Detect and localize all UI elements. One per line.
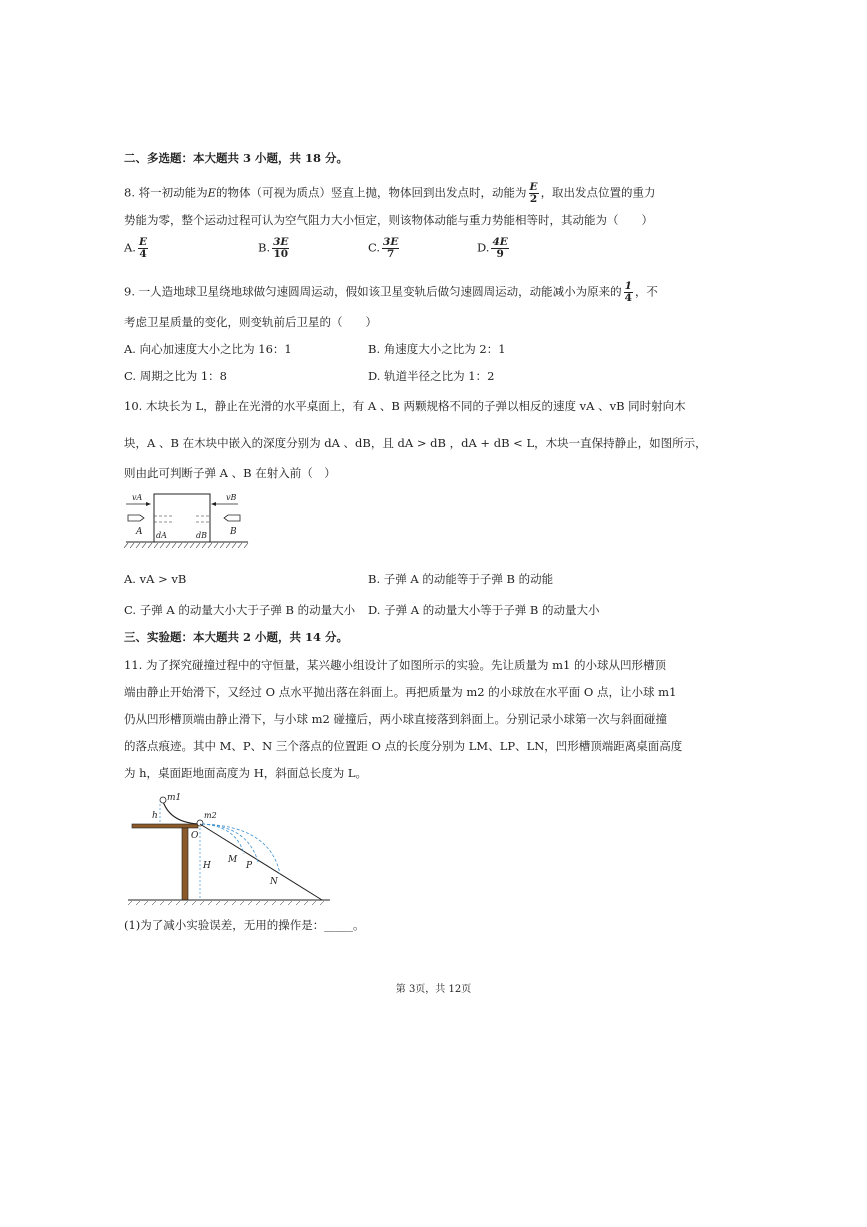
q9-fraction: $\frac{1}{4}$: [624, 280, 632, 304]
q10-option-b: B. 子弹 A 的动能等于子弹 B 的动能: [368, 572, 554, 586]
q9-option-c: C. 周期之比为 1：8: [124, 369, 227, 383]
label-va: vA: [132, 493, 143, 502]
q9-option-d: D. 轨道半径之比为 1：2: [368, 369, 495, 383]
q8-text-c: ，取出发点位置的重力: [540, 185, 656, 200]
ball-m1: [160, 797, 166, 803]
q10-figure: [124, 490, 264, 552]
q11-line2: 端由静止开始滑下，又经过 O 点水平抛出落在斜面上。再把质量为 m2 的小球放在水平面 O 点，让小球 m1: [124, 685, 677, 699]
q10-line2: 块，A 、B 在木块中嵌入的深度分别为 dA 、dB，且 dA > dB ，dA + dB < L，木块一直保持静止，如图所示，: [124, 436, 707, 450]
label-N: N: [270, 877, 278, 887]
q8-var-e: E: [207, 185, 217, 200]
q11-line3: 仍从凹形槽顶端由静止滑下，与小球 m2 碰撞后，两小球直接落到斜面上。分别记录小球第一次与斜面碰撞: [124, 712, 668, 726]
label-b: B: [230, 527, 237, 537]
q11-line4: 的落点痕迹。其中 M、P、N 三个落点的位置距 O 点的长度分别为 LM、LP、LN，凹形槽顶端距离桌面高度: [124, 739, 683, 753]
ground-hatch: [124, 543, 248, 548]
section-heading-multi-choice: 二、多选题：本大题共 3 小题，共 18 分。: [124, 151, 349, 165]
arrowhead-vb: [211, 502, 216, 506]
q11-subquestion-1: (1)为了减小实验误差，无用的操作是：_____。: [124, 918, 365, 932]
q10-option-d: D. 子弹 A 的动量大小等于子弹 B 的动量大小: [368, 603, 600, 617]
q8-option-d: D. $\frac{4E}{9}$: [477, 236, 508, 260]
q8-option-c: C. $\frac{3E}{7}$: [368, 236, 399, 260]
bullet-a: [128, 515, 144, 521]
label-a: A: [136, 527, 143, 537]
arrowhead-va: [146, 502, 151, 506]
page-footer: 第 3页，共 12页: [395, 984, 472, 995]
q8-option-b: B. $\frac{3E}{10}$: [258, 236, 289, 260]
q8-fraction: $\frac{E}{2}$: [529, 181, 538, 205]
q11-line5: 为 h，桌面距地面高度为 H，斜面总长度为 L。: [124, 766, 368, 780]
q8-text-b: 的物体（可视为质点）竖直上抛，物体回到出发点时，动能为: [216, 185, 527, 200]
section-heading-experiment: 三、实验题：本大题共 2 小题，共 14 分。: [124, 630, 349, 644]
q10-line1: 10. 木块长为 L，静止在光滑的水平桌面上，有 A 、B 两颗规格不同的子弹以相反的速度 vA 、vB 同时射向木: [124, 399, 686, 413]
q8-option-a: A. $\frac{E}{4}$: [124, 236, 147, 260]
bullet-b: [224, 515, 240, 521]
q9-line1: 9. 一人造地球卫星绕地球做匀速圆周运动，假如该卫星变轨后做匀速圆周运动，动能减小为原来的 $\frac{1}{4}$ ，不: [124, 280, 658, 304]
q10-option-a: A. vA > vB: [124, 572, 187, 586]
label-da: dA: [156, 531, 167, 540]
q11-figure: [124, 790, 334, 905]
label-M: M: [228, 855, 238, 865]
label-P: P: [246, 861, 253, 871]
label-m2: m2: [204, 811, 217, 820]
trajectory-m: [202, 824, 244, 854]
incline: [200, 824, 322, 900]
q8-line1: [124, 182, 656, 205]
q9-option-b: B. 角速度大小之比为 2：1: [368, 342, 506, 356]
q11-line1: 11. 为了探究碰撞过程中的守恒量，某兴趣小组设计了如图所示的实验。先让质量为 m1 的小球从凹形槽顶: [124, 658, 666, 672]
q10-line3: 则由此可判断子弹 A 、B 在射入前（ ）: [124, 466, 336, 480]
q10-option-c: C. 子弹 A 的动量大小大于子弹 B 的动量大小: [124, 603, 356, 617]
label-db: dB: [196, 531, 207, 540]
ground-hatch-q11: [128, 901, 324, 905]
q9-line2: 考虑卫星质量的变化，则变轨前后卫星的（ ）: [124, 315, 377, 329]
label-H: H: [203, 861, 211, 871]
label-h: h: [152, 811, 158, 821]
table-leg: [182, 828, 188, 900]
label-m1: m1: [167, 793, 182, 803]
label-vb: vB: [226, 493, 237, 502]
q8-line2: 势能为零，整个运动过程可认为空气阻力大小恒定，则该物体动能与重力势能相等时，其动能为（ ）: [124, 213, 653, 227]
table-top: [132, 824, 198, 828]
label-o: O: [191, 831, 199, 841]
q8-text-a: 8. 将一初动能为: [124, 185, 208, 200]
q9-option-a: A. 向心加速度大小之比为 16：1: [124, 342, 292, 356]
